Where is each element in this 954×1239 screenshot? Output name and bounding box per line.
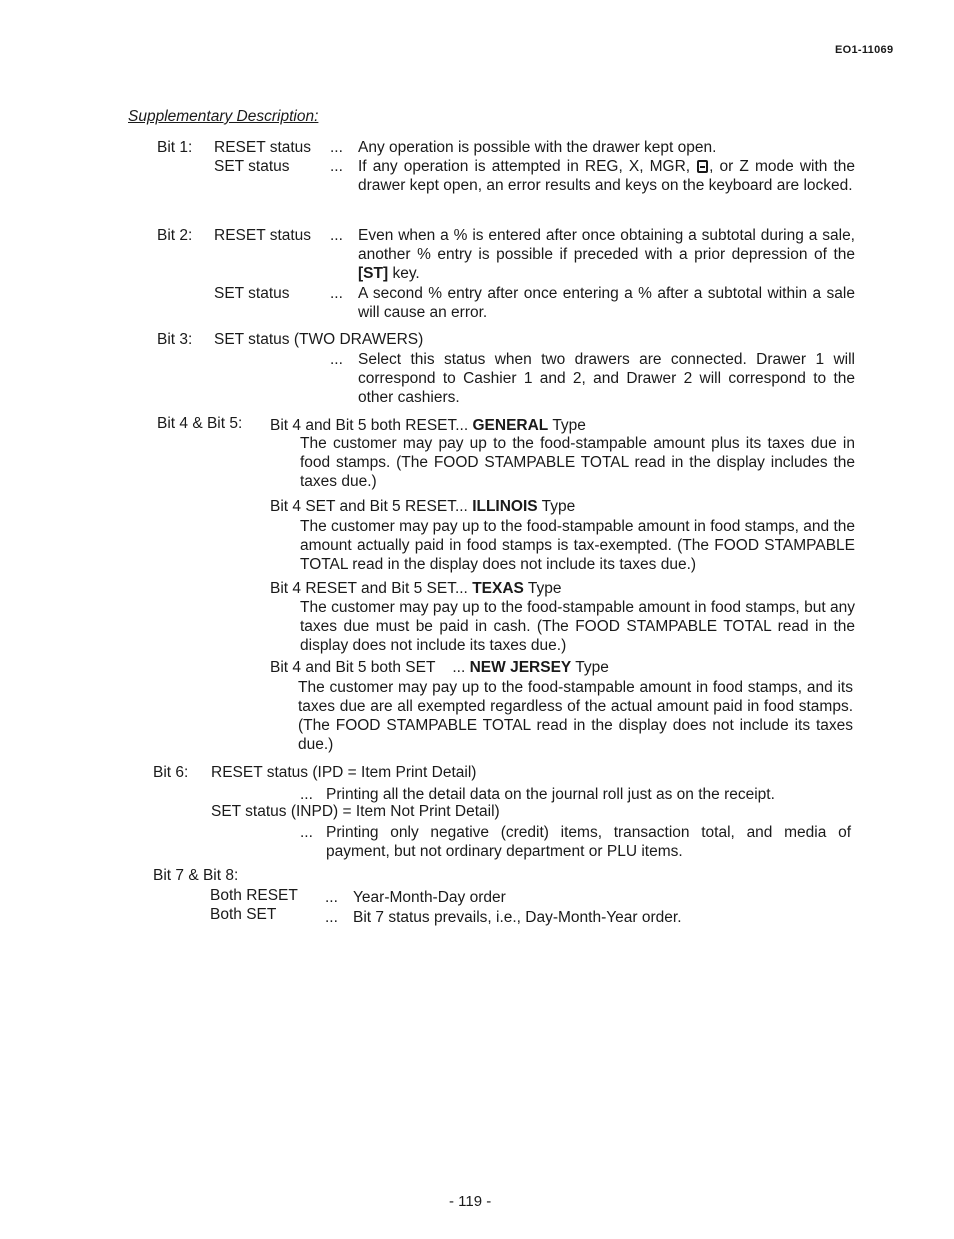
bit78-reset-dots: ... bbox=[325, 889, 338, 906]
bit1-label: Bit 1: bbox=[157, 139, 193, 156]
bit45-type-general-cond bbox=[270, 416, 586, 435]
bit3-dots: ... bbox=[330, 351, 343, 368]
bit2-set-desc: A second % entry after once entering a % after a subtotal within a sale will cause an error. bbox=[358, 285, 855, 321]
bit78-set-desc: Bit 7 status prevails, i.e., Day-Month-Year order. bbox=[353, 909, 682, 926]
bit2-label: Bit 2: bbox=[157, 227, 193, 244]
bit45-type-illinois-cond bbox=[270, 497, 575, 516]
st-key-ref: [ST] bbox=[358, 265, 389, 282]
type-name: NEW JERSEY bbox=[469, 659, 572, 676]
bit6-label: Bit 6: bbox=[153, 764, 189, 781]
bit2-reset-label: RESET status bbox=[214, 227, 312, 244]
type-name: TEXAS bbox=[472, 580, 524, 597]
bit1-set-label: SET status bbox=[214, 158, 290, 175]
bit2-reset-dots: ... bbox=[330, 227, 343, 244]
bit45-type-illinois-desc: The customer may pay up to the food-stampable amount in food stamps, and the amount actually paid in food stamps is tax-exempted. (The FOOD STAMPABLE TOTAL read in the display does not include its taxes due.) bbox=[300, 518, 855, 573]
bit1-reset-desc: Any operation is possible with the drawer kept open. bbox=[358, 139, 717, 156]
bit6-reset-label: RESET status (IPD = Item Print Detail) bbox=[211, 764, 477, 781]
bit1-set-desc-part-b: , or Z mode with the drawer kept open, an error results and keys on the keyboard are locked. bbox=[358, 158, 856, 194]
bit45-cond-text: Bit 4 SET and Bit 5 RESET... bbox=[270, 498, 468, 515]
bit45-label: Bit 4 & Bit 5: bbox=[157, 415, 243, 432]
bit3-set-label: SET status (TWO DRAWERS) bbox=[214, 331, 424, 348]
bit78-set-dots: ... bbox=[325, 909, 338, 926]
bit78-reset-desc: Year-Month-Day order bbox=[353, 889, 506, 906]
type-suffix: Type bbox=[541, 498, 576, 515]
bit1-reset-dots: ... bbox=[330, 139, 343, 156]
bit1-reset-label: RESET status bbox=[214, 139, 312, 156]
type-suffix: Type bbox=[527, 580, 562, 597]
bit45-type-texas-desc: The customer may pay up to the food-stampable amount in food stamps, but any taxes due must be paid in cash. (The FOOD STAMPABLE TOTAL read in the display does not include its taxes due.) bbox=[300, 599, 855, 654]
bit2-reset-desc-part-a: Even when a % is entered after once obtaining a subtotal during a sale, another % entry is possible if preceded with a prior depression of the bbox=[358, 227, 855, 263]
bit3-desc: Select this status when two drawers are connected. Drawer 1 will correspond to Cashier 1 and 2, and Drawer 2 will correspond to the other cashiers. bbox=[358, 351, 855, 406]
section-heading: Supplementary Description: bbox=[128, 108, 319, 125]
bit45-cond-text: Bit 4 and Bit 5 both RESET... bbox=[270, 417, 469, 434]
bit2-set-label: SET status bbox=[214, 285, 290, 302]
type-suffix: Type bbox=[552, 417, 586, 434]
bit45-cond-text: Bit 4 RESET and Bit 5 SET... bbox=[270, 580, 468, 597]
type-name: ILLINOIS bbox=[472, 498, 538, 515]
bit78-set-label: Both SET bbox=[210, 906, 277, 923]
bit6-set-label: SET status (INPD) = Item Not Print Detail) bbox=[211, 803, 500, 820]
bit6-reset-dots: ... bbox=[300, 786, 313, 803]
type-name: GENERAL bbox=[472, 417, 549, 434]
bit45-type-newjersey-cond bbox=[270, 658, 609, 677]
page-number: - 119 - bbox=[449, 1193, 492, 1210]
bit2-reset-desc bbox=[358, 226, 855, 283]
bit1-set-desc-part-a: If any operation is attempted in REG, X, MGR, bbox=[358, 158, 691, 175]
bit78-reset-label: Both RESET bbox=[210, 887, 298, 904]
bit6-reset-desc: Printing all the detail data on the journal roll just as on the receipt. bbox=[326, 786, 775, 803]
bit45-type-general-desc: The customer may pay up to the food-stampable amount plus its taxes due in food stamps. (The FOOD STAMPABLE TOTAL read in the display includes the taxes due.) bbox=[300, 435, 855, 490]
bit45-cond-text: Bit 4 and Bit 5 both SET ... bbox=[270, 659, 466, 676]
bit78-label: Bit 7 & Bit 8: bbox=[153, 867, 239, 884]
bit45-type-newjersey-desc: The customer may pay up to the food-stampable amount in food stamps, and its taxes due are all exempted regardless of the actual amount paid in food stamps. (The FOOD STAMPABLE TOTAL read in the display does not include its taxes due.) bbox=[298, 679, 853, 753]
bit6-set-dots: ... bbox=[300, 824, 313, 841]
type-suffix: Type bbox=[575, 659, 609, 676]
bit6-set-desc: Printing only negative (credit) items, transaction total, and media of payment, but not ordinary department or PLU items. bbox=[326, 824, 851, 860]
bit3-label: Bit 3: bbox=[157, 331, 193, 348]
bit2-set-dots: ... bbox=[330, 285, 343, 302]
bit2-reset-desc-part-b: key. bbox=[392, 265, 420, 282]
bit45-type-texas-cond bbox=[270, 579, 562, 598]
subtotal-key-icon bbox=[697, 160, 708, 173]
document-number: EO1-11069 bbox=[835, 44, 894, 56]
bit1-set-desc bbox=[358, 157, 855, 195]
bit1-set-dots: ... bbox=[330, 158, 343, 175]
